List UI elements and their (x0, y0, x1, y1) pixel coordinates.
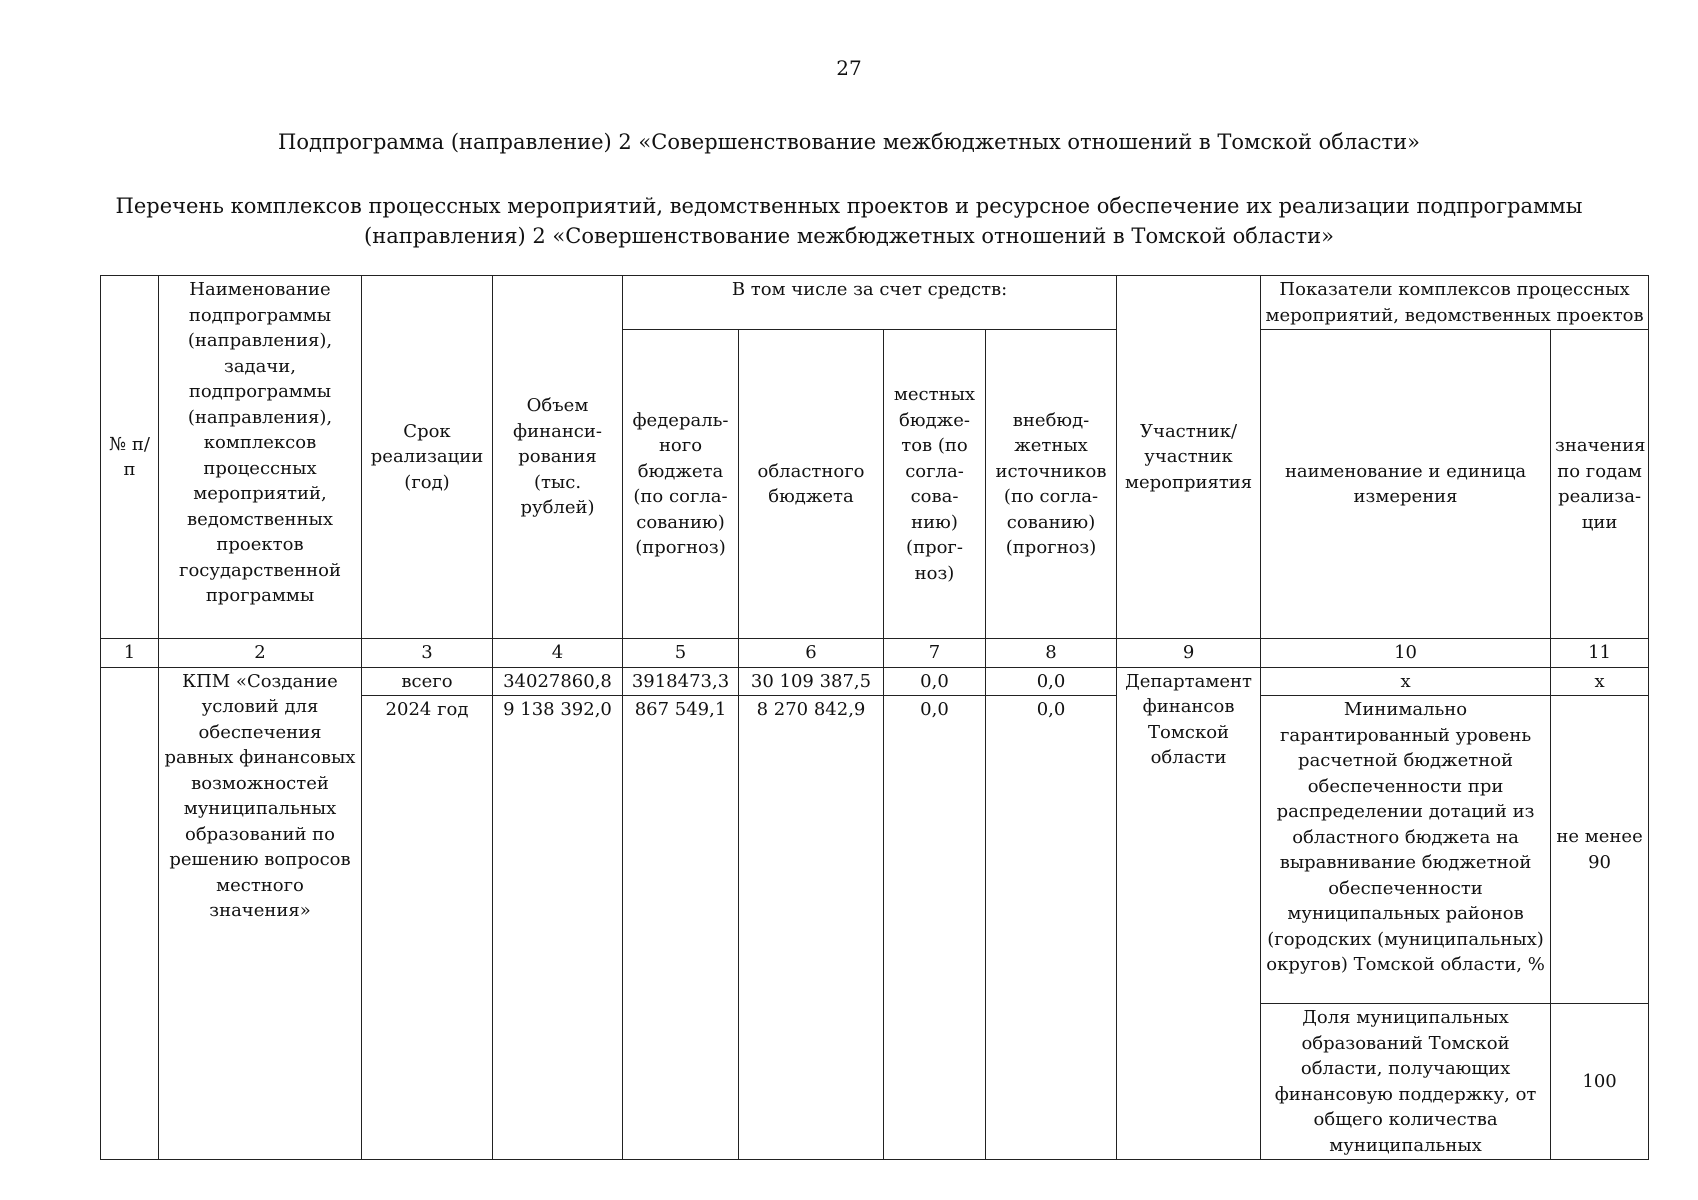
indicator-2-value: 100 (1551, 1004, 1649, 1160)
subprogram-title: Подпрограмма (направление) 2 «Совершенствование межбюджетных отношений в Томской области» (278, 130, 1420, 154)
header-local: местных бюдже-тов (по согла-сова-нию) (прог-ноз) (884, 330, 986, 639)
header-participant: Участник/ участник мероприятия (1117, 276, 1261, 639)
header-indicator-values: значения по годам реализа-ции (1551, 330, 1649, 639)
year-period: 2024 год (362, 696, 493, 1160)
kpm-name: КПМ «Создание условий для обеспечения равных финансовых возможностей муниципальных образований по решению вопросов местного значения» (159, 667, 362, 1160)
column-number: 8 (986, 639, 1117, 668)
page-number: 27 (836, 56, 862, 80)
participant: Департамент финансов Томской области (1117, 667, 1261, 1160)
column-number: 3 (362, 639, 493, 668)
header-period: Срок реализации (год) (362, 276, 493, 639)
indicator-2-name: Доля муниципальных образований Томской области, получающих финансовую поддержку, от общего количества муниципальных (1261, 1004, 1551, 1160)
year-local: 0,0 (884, 696, 986, 1160)
total-federal: 3918473,3 (623, 667, 739, 696)
indicator-1-name: Минимально гарантированный уровень расчетной бюджетной обеспеченности при распределении дотаций из областного бюджета на выравнивание бюджетной обеспеченности муниципальных районов (городских (муниципальных) округов) Томской области, % (1261, 696, 1551, 1004)
total-volume: 34027860,8 (493, 667, 623, 696)
header-indicators-group: Показатели комплексов процессных мероприятий, ведомственных проектов (1261, 276, 1649, 330)
column-number: 5 (623, 639, 739, 668)
header-funds-group: В том числе за счет средств: (623, 276, 1117, 330)
column-number: 11 (1551, 639, 1649, 668)
total-extrabudget: 0,0 (986, 667, 1117, 696)
year-federal: 867 549,1 (623, 696, 739, 1160)
header-extrabudget: внебюд-жетных источников (по согла-сованию) (прогноз) (986, 330, 1117, 639)
total-indicator-name: х (1261, 667, 1551, 696)
column-number: 7 (884, 639, 986, 668)
header-indicator-name: наименование и единица измерения (1261, 330, 1551, 639)
header-num: № п/п (101, 276, 159, 639)
column-number: 9 (1117, 639, 1261, 668)
year-volume: 9 138 392,0 (493, 696, 623, 1160)
header-regional: областного бюджета (739, 330, 884, 639)
header-volume: Объем финанси-рования (тыс. рублей) (493, 276, 623, 639)
column-number: 4 (493, 639, 623, 668)
column-number: 1 (101, 639, 159, 668)
column-number: 6 (739, 639, 884, 668)
list-title-line-1: Перечень комплексов процессных мероприятий, ведомственных проектов и ресурсное обеспечение их реализации подпрограммы (115, 194, 1583, 218)
total-regional: 30 109 387,5 (739, 667, 884, 696)
column-number-row (101, 639, 1649, 668)
program-table (100, 275, 1649, 1160)
header-name: Наименование подпрограммы (направления), задачи, подпрограммы (направления), комплексов процессных мероприятий, ведомственных проектов государственной программы (159, 276, 362, 639)
list-title (100, 191, 1598, 251)
total-indicator-value: х (1551, 667, 1649, 696)
list-title-line-2: (направления) 2 «Совершенствование межбюджетных отношений в Томской области» (364, 224, 1334, 248)
year-extrabudget: 0,0 (986, 696, 1117, 1160)
indicator-1-value: не менее 90 (1551, 696, 1649, 1004)
column-number: 10 (1261, 639, 1551, 668)
row-num-cell (101, 667, 159, 1160)
total-period: всего (362, 667, 493, 696)
header-federal: федераль-ного бюджета (по согла-сованию) (прогноз) (623, 330, 739, 639)
total-local: 0,0 (884, 667, 986, 696)
column-number: 2 (159, 639, 362, 668)
year-regional: 8 270 842,9 (739, 696, 884, 1160)
table-row-total (101, 667, 1649, 696)
